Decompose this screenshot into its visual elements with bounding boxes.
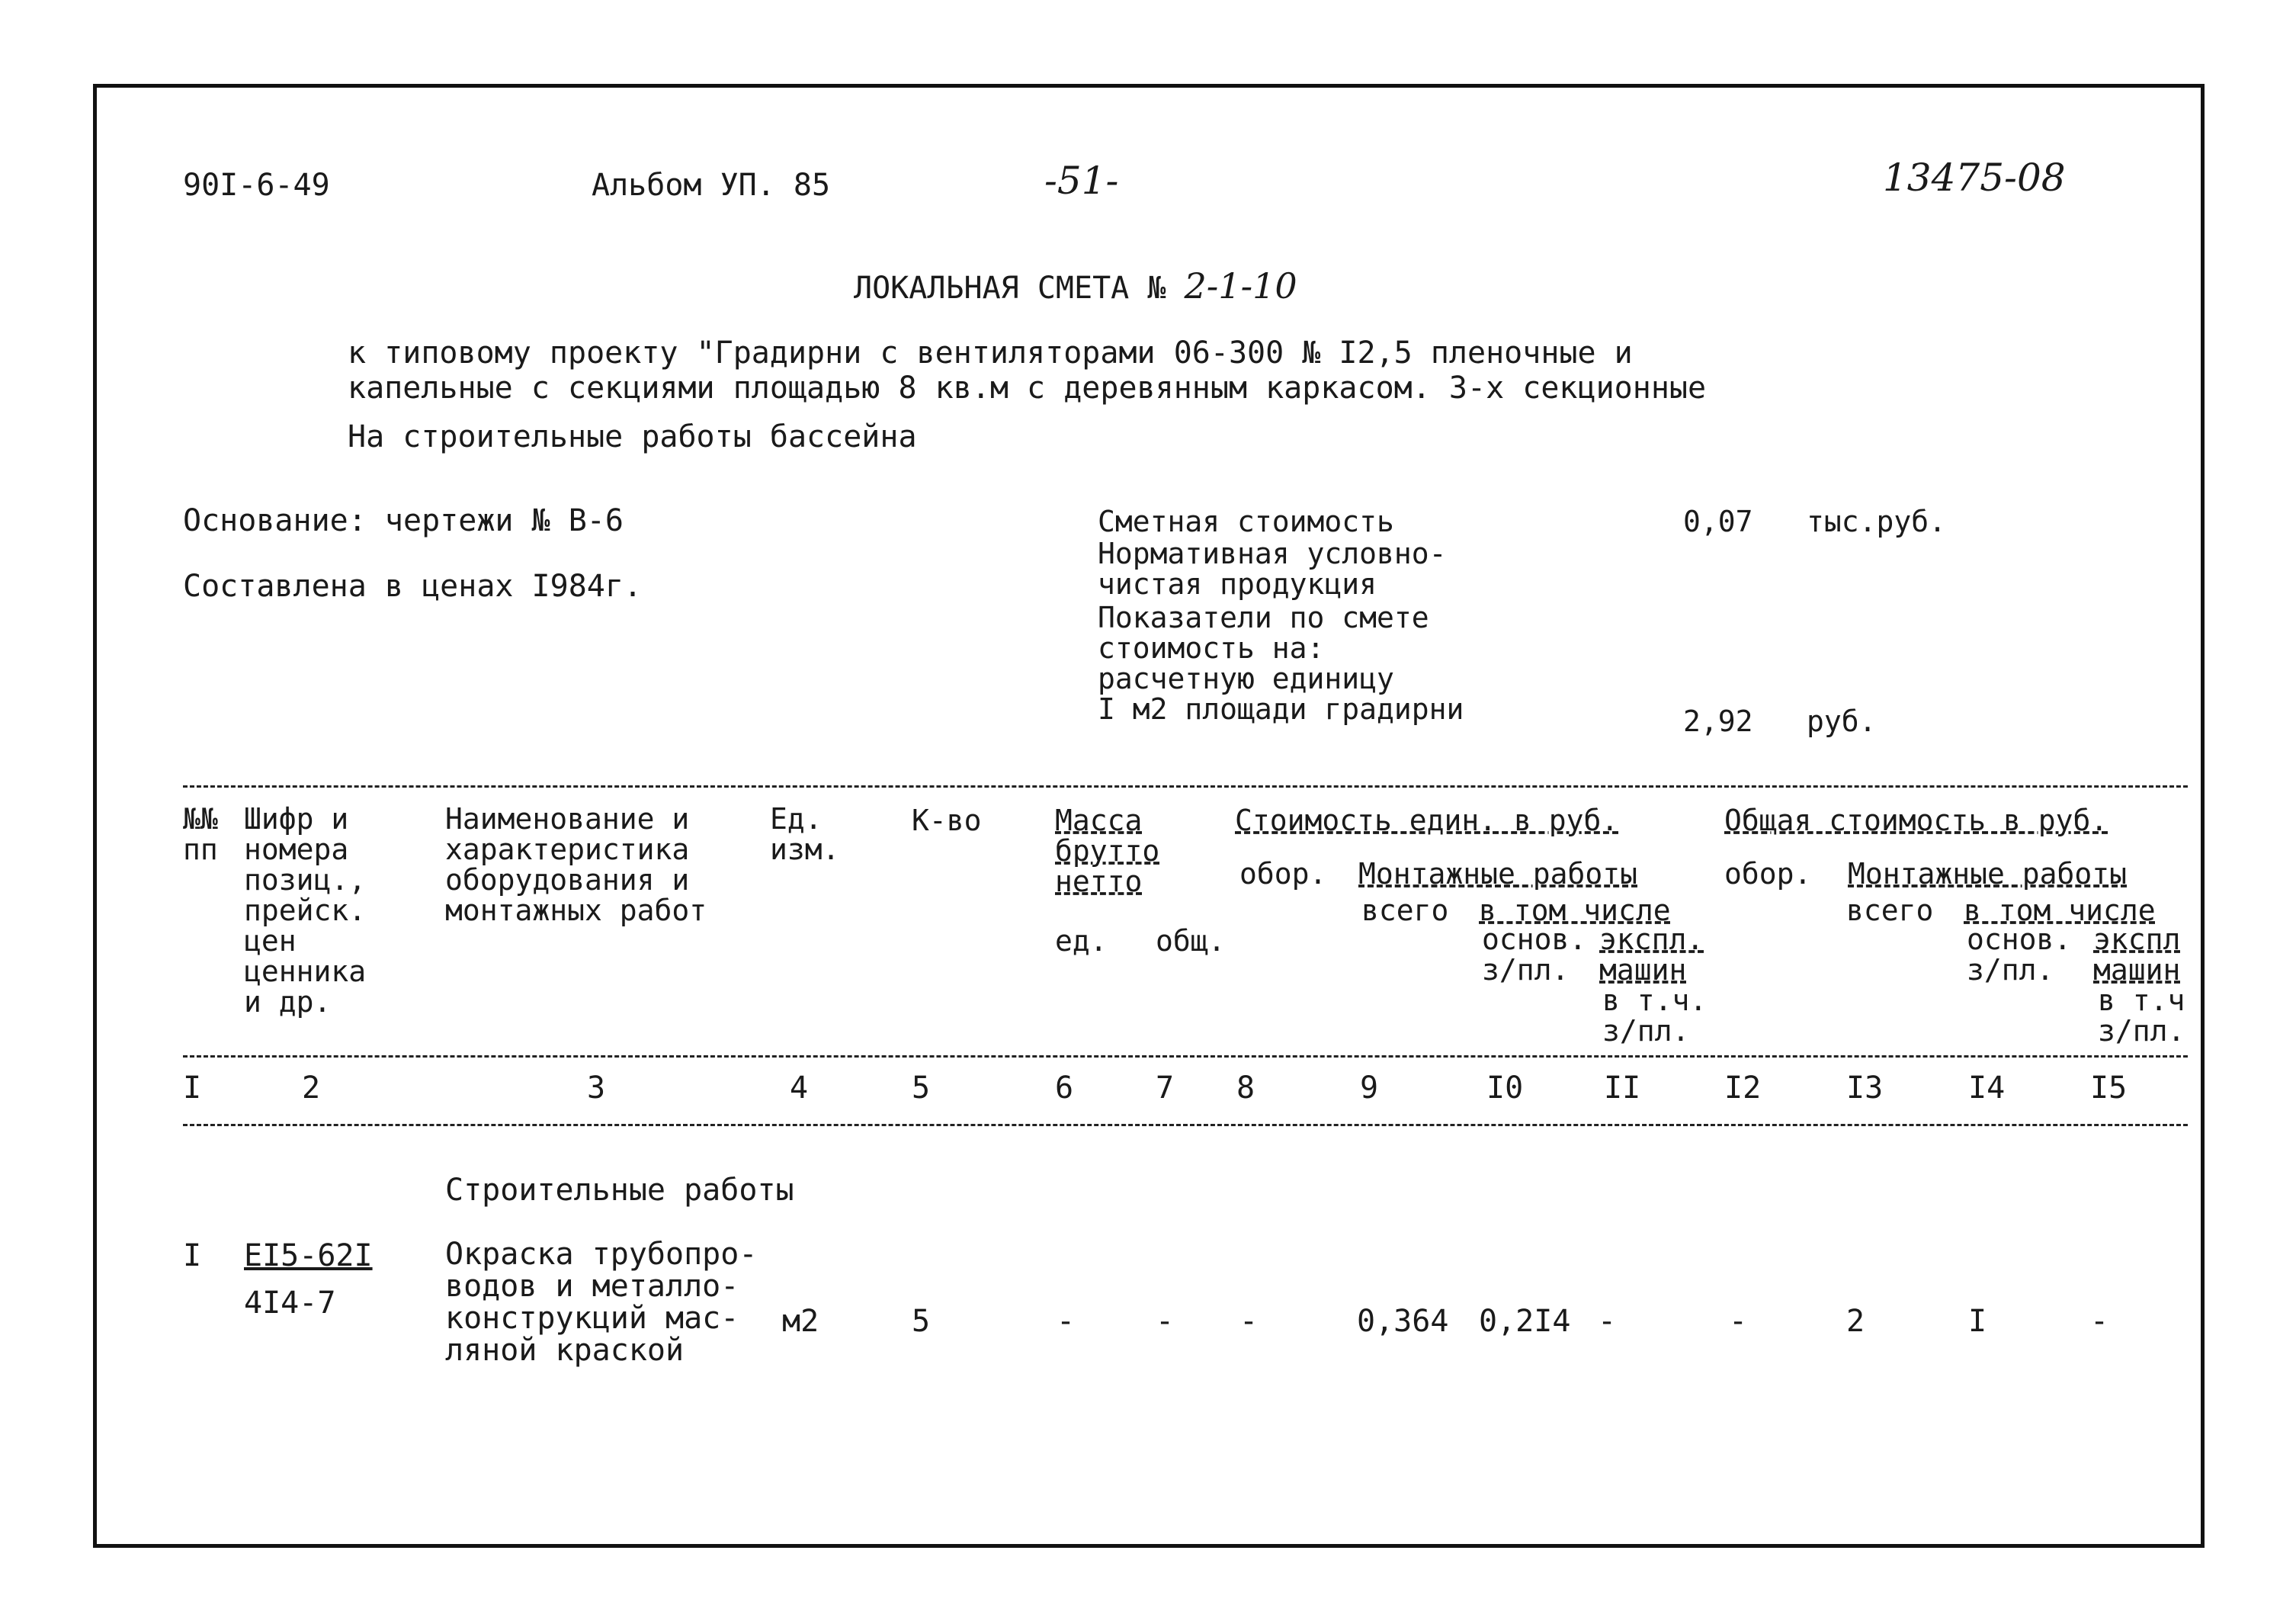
estimated-cost-label: Сметная стоимость (1098, 505, 1394, 538)
page-number: -51- (1044, 159, 1119, 203)
header-total-incl-wage: в т.ч з/пл. (2098, 984, 2185, 1048)
row-mass-unit: - (1057, 1304, 1076, 1339)
indicator-value: 2,92 (1683, 705, 1753, 738)
indicator-unit: руб. (1807, 705, 1877, 738)
album-label: Альбом УП. 85 (592, 168, 831, 203)
header-unit-incl-wage: в т.ч. з/пл. (1602, 984, 1708, 1048)
row-mount-total-unit: 0,364 (1357, 1304, 1449, 1339)
project-line-2: капельные с секциями площадью 8 кв.м с деревянным каркасом. 3-х секционные (348, 371, 1707, 406)
colnum-11: II (1604, 1071, 1641, 1106)
row-base-wage-total: I (1968, 1304, 1987, 1339)
colnum-9: 9 (1360, 1071, 1379, 1106)
colnum-12: I2 (1724, 1071, 1762, 1106)
colnum-1: I (183, 1071, 202, 1106)
prices-line: Составлена в ценах I984г. (183, 569, 643, 604)
row-mount-total: 2 (1846, 1304, 1865, 1339)
header-col-1: №№ пп (183, 802, 218, 866)
header-total-machines: экспл машин (2093, 923, 2181, 987)
header-mass-net: нетто (1055, 865, 1143, 898)
estimated-cost-value: 0,07 (1683, 505, 1753, 538)
row-equip-unit: - (1239, 1304, 1259, 1339)
header-mass-gross: брутто (1055, 834, 1160, 868)
colnum-4: 4 (790, 1071, 809, 1106)
header-bottom-rule (183, 1055, 2188, 1058)
header-unit-total: всего (1361, 894, 1449, 927)
colnum-bottom-rule (183, 1124, 2188, 1126)
row-unit: м2 (782, 1304, 819, 1339)
header-col-5: К-во (912, 804, 982, 837)
header-mass-group: Масса (1055, 804, 1143, 837)
colnum-8: 8 (1236, 1071, 1255, 1106)
row-code-line-1: ЕI5-62I (244, 1238, 373, 1273)
header-col-3: Наименование и характеристика оборудования и монтажных работ (445, 802, 707, 927)
header-total-total: всего (1846, 894, 1934, 927)
colnum-2: 2 (302, 1071, 321, 1106)
section-title: Строительные работы (445, 1173, 794, 1208)
header-mass-total: общ. (1156, 924, 1226, 958)
row-qty: 5 (912, 1304, 931, 1339)
header-col-4: Ед. изм. (770, 802, 840, 866)
header-total-base-wage: основ. з/пл. (1967, 923, 2072, 987)
estimate-title-label: ЛОКАЛЬНАЯ СМЕТА № (854, 271, 1166, 306)
header-unit-incl: в том числе (1479, 894, 1671, 927)
colnum-3: 3 (587, 1071, 606, 1106)
colnum-15: I5 (2090, 1071, 2128, 1106)
project-line-3: На строительные работы бассейна (348, 419, 917, 454)
header-unit-machines: экспл. машин (1599, 923, 1704, 987)
header-col-2: Шифр и номера позиц., прейск. цен ценника и др. (244, 802, 367, 1019)
colnum-6: 6 (1055, 1071, 1074, 1106)
basis-line: Основание: чертежи № В-6 (183, 503, 624, 538)
header-total-incl: в том числе (1964, 894, 2156, 927)
colnum-5: 5 (912, 1071, 931, 1106)
estimated-cost-unit: тыс.руб. (1807, 505, 1947, 538)
header-unit-mounting-group: Монтажные работы (1358, 857, 1638, 891)
colnum-14: I4 (1968, 1071, 2006, 1106)
header-total-mounting-group: Монтажные работы (1848, 857, 2128, 891)
row-base-wage-unit: 0,2I4 (1479, 1304, 1571, 1339)
header-total-cost-group: Общая стоимость в руб. (1724, 804, 2108, 837)
colnum-7: 7 (1156, 1071, 1175, 1106)
row-mass-total: - (1156, 1304, 1175, 1339)
doc-code: 90I-6-49 (183, 168, 330, 203)
table-top-rule (183, 785, 2188, 788)
row-machines-unit: - (1598, 1304, 1617, 1339)
header-unit-base-wage: основ. з/пл. (1482, 923, 1587, 987)
header-unit-equipment: обор. (1239, 857, 1327, 891)
estimate-number: 2-1-10 (1184, 265, 1297, 307)
row-code-line-2: 4I4-7 (244, 1286, 336, 1321)
archive-number: 13475-08 (1883, 156, 2066, 200)
header-unit-cost-group: Стоимость един. в руб. (1235, 804, 1619, 837)
row-num: I (183, 1238, 202, 1273)
indicators-label: Показатели по смете стоимость на: расчетную единицу I м2 площади градирни (1098, 601, 1464, 726)
row-machines-total: - (2090, 1304, 2109, 1339)
estimate-title (854, 265, 1297, 307)
header-mass-unit: ед. (1055, 924, 1108, 958)
colnum-10: I0 (1486, 1071, 1524, 1106)
header-total-equipment: обор. (1724, 857, 1812, 891)
row-name: Окраска трубопро- водов и металло- конструкций мас- ляной краской (445, 1237, 758, 1368)
colnum-13: I3 (1846, 1071, 1884, 1106)
row-equip-total: - (1729, 1304, 1748, 1339)
normative-label: Нормативная условно- чистая продукция (1098, 537, 1447, 601)
project-line-1: к типовому проекту "Градирни с вентиляторами 06-300 № I2,5 пленочные и (348, 335, 1633, 371)
